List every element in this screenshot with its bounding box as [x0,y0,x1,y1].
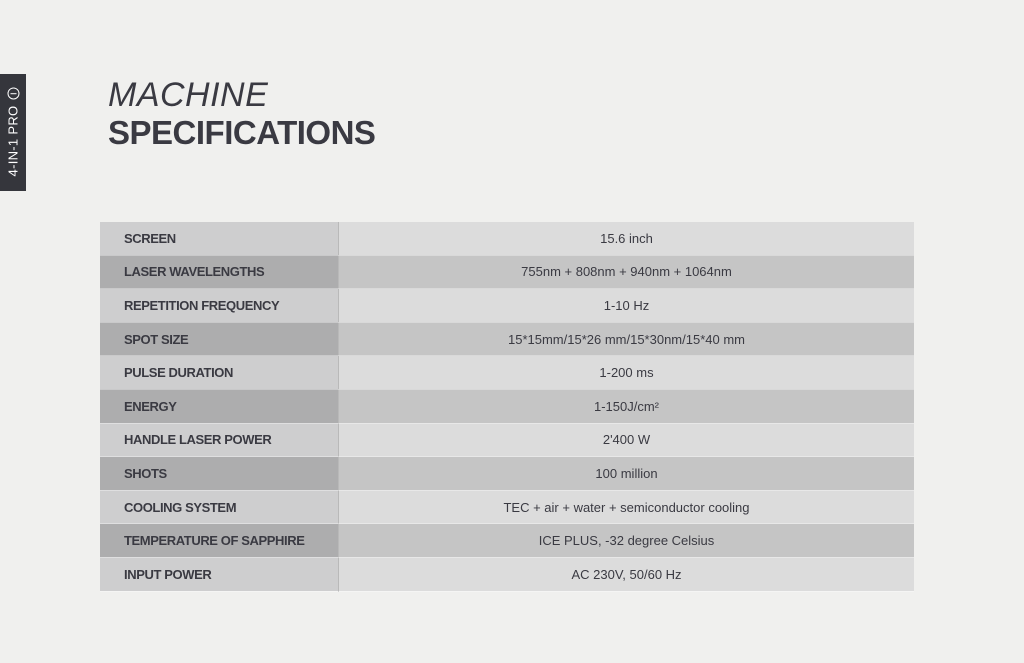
spec-label: TEMPERATURE OF SAPPHIRE [100,524,339,558]
spec-label: PULSE DURATION [100,356,339,390]
spec-value: 755nm + 808nm + 940nm + 1064nm [339,255,915,289]
spec-label: COOLING SYSTEM [100,490,339,524]
page-title-line1: MACHINE [108,76,269,114]
spec-label: SCREEN [100,222,339,255]
spec-row-cooling-system [100,490,914,524]
spec-label: ENERGY [100,389,339,423]
spec-label: SPOT SIZE [100,322,339,356]
spec-label: INPUT POWER [100,557,339,591]
circle-logo-icon [7,88,19,100]
spec-label: HANDLE LASER POWER [100,423,339,457]
spec-row-screen [100,222,914,255]
spec-row-repetition-frequency [100,289,914,323]
side-tab-label: 4-IN-1 PRO [5,105,21,177]
spec-label: LASER WAVELENGTHS [100,255,339,289]
spec-value: 1-200 ms [339,356,915,390]
spec-value: 2'400 W [339,423,915,457]
spec-row-pulse-duration [100,356,914,390]
spec-row-laser-wavelengths [100,255,914,289]
spec-label: SHOTS [100,457,339,491]
side-tab [0,74,26,191]
side-tab-content [6,88,21,177]
spec-row-shots [100,457,914,491]
spec-table [100,222,914,592]
spec-value: TEC + air + water + semiconductor cooling [339,490,915,524]
spec-row-input-power [100,557,914,591]
spec-value: 15.6 inch [339,222,915,255]
spec-value: ICE PLUS, -32 degree Celsius [339,524,915,558]
spec-value: 100 million [339,457,915,491]
spec-row-temperature-of-sapphire [100,524,914,558]
page-title-line2: SPECIFICATIONS [108,114,376,151]
spec-row-handle-laser-power [100,423,914,457]
spec-label: REPETITION FREQUENCY [100,289,339,323]
spec-value: 15*15mm/15*26 mm/15*30nm/15*40 mm [339,322,915,356]
spec-row-spot-size [100,322,914,356]
spec-row-energy [100,389,914,423]
spec-value: 1-150J/cm² [339,389,915,423]
page-title [108,76,375,152]
spec-value: 1-10 Hz [339,289,915,323]
spec-value: AC 230V, 50/60 Hz [339,557,915,591]
